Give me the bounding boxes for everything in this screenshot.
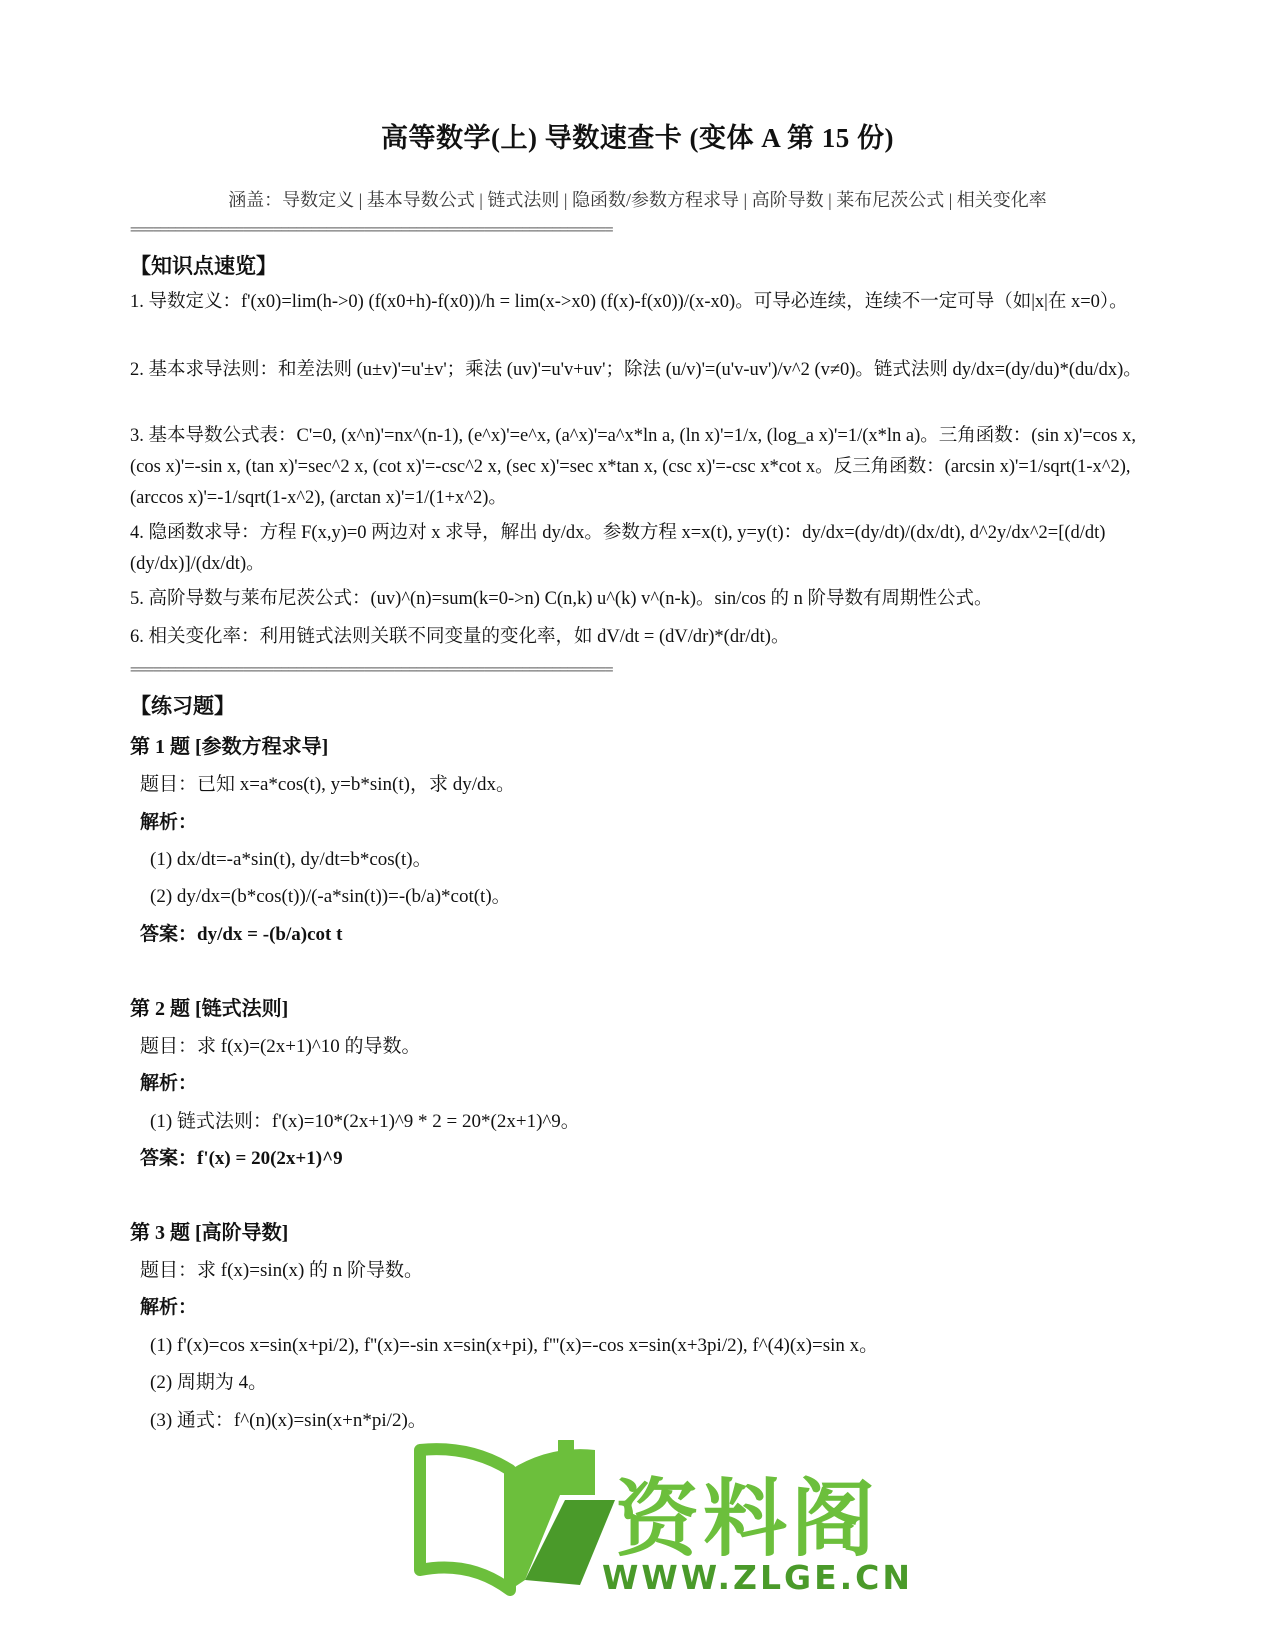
question-2-prompt: 题目：求 f(x)=(2x+1)^10 的导数。: [140, 1036, 421, 1057]
question-1-analysis-label: 解析：: [140, 812, 198, 833]
question-3-step-2: (2) 周期为 4。: [150, 1372, 268, 1393]
question-3-step-3: (3) 通式：f^(n)(x)=sin(x+n*pi/2)。: [150, 1410, 427, 1431]
knowledge-item-5: 5. 高阶导数与莱布尼茨公式：(uv)^(n)=sum(k=0->n) C(n,k) u^(k) v^(n-k)。sin/cos 的 n 阶导数有周期性公式。: [130, 589, 993, 609]
exercises-heading: 【练习题】: [130, 694, 235, 718]
knowledge-item-4: 4. 隐函数求导：方程 F(x,y)=0 两边对 x 求导，解出 dy/dx。参数方程 x=x(t), y=y(t)：dy/dx=(dy/dt)/(dx/dt), d^2y/dx^2=[(d/dt)(dy/dx)]/(dx/dt)。: [130, 523, 1106, 574]
question-2-answer: 答案：f'(x) = 20(2x+1)^9: [140, 1148, 343, 1169]
document-subtitle: 涵盖：导数定义 | 基本导数公式 | 链式法则 | 隐函数/参数方程求导 | 高阶导数 | 莱布尼茨公式 | 相关变化率: [228, 190, 1047, 210]
question-1-answer: 答案：dy/dx = -(b/a)cot t: [140, 924, 343, 945]
watermark-brand: 资料阁: [615, 1470, 880, 1568]
question-1-title: 第 1 题 [参数方程求导]: [130, 736, 329, 758]
question-2-step-1: (1) 链式法则：f'(x)=10*(2x+1)^9 * 2 = 20*(2x+1)^9。: [150, 1111, 580, 1132]
divider-middle: ================================================================: [130, 660, 612, 678]
question-2-title: 第 2 题 [链式法则]: [130, 998, 289, 1020]
knowledge-item-6: 6. 相关变化率：利用链式法则关联不同变量的变化率，如 dV/dt = (dV/dr)*(dr/dt)。: [130, 627, 790, 647]
question-3-analysis-label: 解析：: [140, 1297, 198, 1318]
knowledge-heading: 【知识点速览】: [130, 254, 277, 278]
divider-top: ================================================================: [130, 220, 612, 238]
question-1-step-2: (2) dy/dx=(b*cos(t))/(-a*sin(t))=-(b/a)*cot(t)。: [150, 886, 511, 907]
question-2-analysis-label: 解析：: [140, 1073, 198, 1094]
knowledge-item-2: 2. 基本求导法则：和差法则 (u±v)'=u'±v'；乘法 (uv)'=u'v+uv'；除法 (u/v)'=(u'v-uv')/v^2 (v≠0)。链式法则 dy/dx=(dy/du)*(du/dx)。: [130, 360, 1142, 380]
knowledge-item-3: 3. 基本导数公式表：C'=0, (x^n)'=nx^(n-1), (e^x)'=e^x, (a^x)'=a^x*ln a, (ln x)'=1/x, (log_a x)'=1/(x*ln a)。三角函数：(sin x)'=cos x, (cos x)'=-sin x, (tan x)'=sec^2 x, (cot x)'=-csc^2 x, (sec x)'=sec x*tan x, (csc x)'=-csc x*cot x。反三角函数：(arcsin x)'=1/sqrt(1-x^2), (arccos x)'=-1/sqrt(1-x^2), (arctan x)'=1/(1+x^2)。: [130, 426, 1136, 508]
question-3-step-1: (1) f'(x)=cos x=sin(x+pi/2), f''(x)=-sin x=sin(x+pi), f'''(x)=-cos x=sin(x+3pi/2), f^(4)(x)=sin x。: [150, 1335, 879, 1356]
knowledge-item-1: 1. 导数定义：f'(x0)=lim(h->0) (f(x0+h)-f(x0))/h = lim(x->x0) (f(x)-f(x0))/(x-x0)。可导必连续，连续不一定可导（如|x|在 x=0）。: [130, 292, 1128, 312]
question-1-step-1: (1) dx/dt=-a*sin(t), dy/dt=b*cos(t)。: [150, 849, 432, 870]
question-3-prompt: 题目：求 f(x)=sin(x) 的 n 阶导数。: [140, 1260, 424, 1281]
question-3-title: 第 3 题 [高阶导数]: [130, 1222, 289, 1244]
watermark-url: WWW.ZLGE.CN: [602, 1558, 914, 1597]
document-title: 高等数学(上) 导数速查卡 (变体 A 第 15 份): [381, 123, 894, 153]
question-1-prompt: 题目：已知 x=a*cos(t), y=b*sin(t)，求 dy/dx。: [140, 774, 516, 795]
